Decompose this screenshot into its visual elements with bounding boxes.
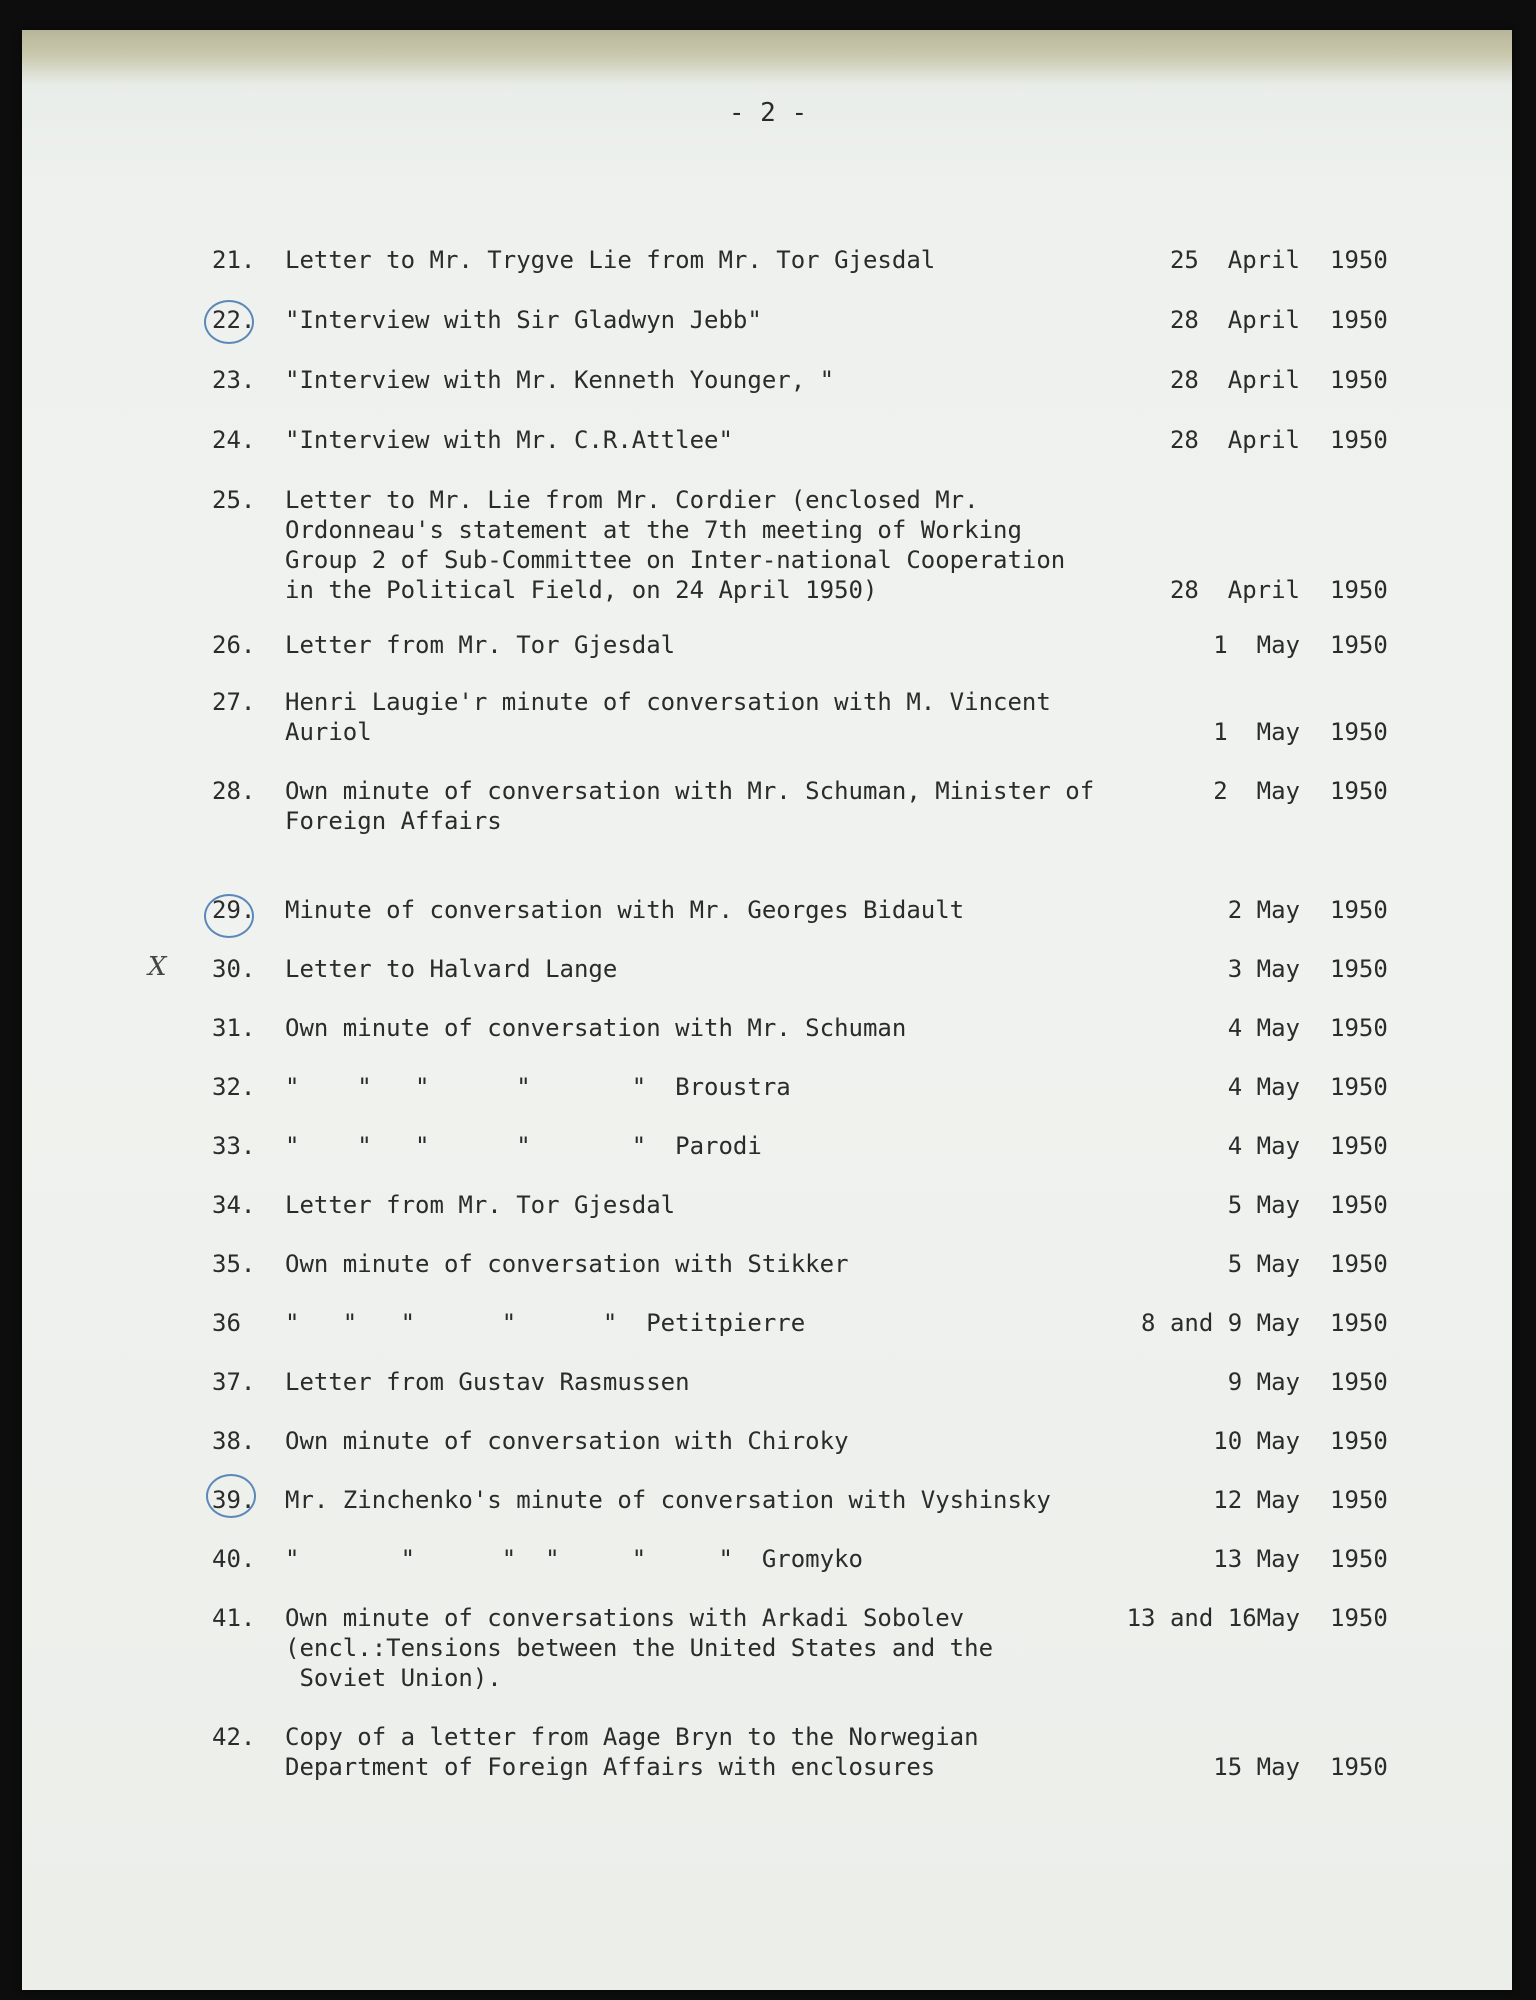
item-year: 1950 [1330, 718, 1388, 746]
item-number: 33. [212, 1132, 256, 1160]
item-year: 1950 [1330, 1427, 1388, 1455]
item-date: 28 April [1169, 426, 1300, 454]
item-description: " " " " " Petitpierre [285, 1309, 806, 1337]
item-number: 32. [212, 1073, 256, 1101]
item-year: 1950 [1330, 1191, 1388, 1219]
item-description: Own minute of conversation with Mr. Schuman [285, 1014, 907, 1042]
item-year: 1950 [1330, 576, 1388, 604]
item-description: Letter to Mr. Trygve Lie from Mr. Tor Gjesdal [285, 246, 936, 274]
item-date: 28 April [1169, 576, 1300, 604]
item-date: 2 May [1213, 777, 1300, 805]
item-date: 4 May [1227, 1132, 1300, 1160]
item-description: " " " " " " Gromyko [285, 1545, 863, 1573]
margin-mark: X [148, 952, 167, 982]
item-date: 5 May [1227, 1191, 1300, 1219]
item-date: 10 May [1213, 1427, 1300, 1455]
item-description: Own minute of conversation with Chiroky [285, 1427, 849, 1455]
item-year: 1950 [1330, 1486, 1388, 1514]
item-number: 36 [212, 1309, 241, 1337]
item-description: Mr. Zinchenko's minute of conversation with Vyshinsky [285, 1486, 1051, 1514]
item-year: 1950 [1330, 1073, 1388, 1101]
item-date: 9 May [1227, 1368, 1300, 1396]
item-year: 1950 [1330, 426, 1388, 454]
item-number: 25. [212, 486, 256, 514]
item-number: 37. [212, 1368, 256, 1396]
item-number: 34. [212, 1191, 256, 1219]
item-year: 1950 [1330, 896, 1388, 924]
item-year: 1950 [1330, 1604, 1388, 1632]
page-number: - 2 - [728, 98, 808, 128]
item-date: 1 May [1213, 718, 1300, 746]
item-number: 38. [212, 1427, 256, 1455]
paper-stain [22, 30, 1512, 85]
item-description: Letter to Mr. Lie from Mr. Cordier (enclosed Mr. Ordonneau's statement at the 7th meeting of Working Group 2 of Sub-Committee on Inter-national Cooperation in the Political Field, on 24 April 1950) [285, 486, 1066, 604]
item-date: 1 May [1213, 631, 1300, 659]
item-description: "Interview with Sir Gladwyn Jebb" [285, 306, 762, 334]
item-number: 40. [212, 1545, 256, 1573]
item-number: 27. [212, 688, 256, 716]
item-number: 41. [212, 1604, 256, 1632]
item-description: Own minute of conversation with Mr. Schuman, Minister of Foreign Affairs [285, 777, 1095, 835]
item-description: Letter to Halvard Lange [285, 955, 618, 983]
item-description: Minute of conversation with Mr. Georges Bidault [285, 896, 965, 924]
item-number: 23. [212, 366, 256, 394]
item-number: 39. [212, 1486, 256, 1514]
item-number: 31. [212, 1014, 256, 1042]
item-description: Own minute of conversations with Arkadi Sobolev (encl.:Tensions between the United States and the Soviet Union). [285, 1604, 994, 1692]
item-year: 1950 [1330, 246, 1388, 274]
item-description: "Interview with Mr. C.R.Attlee" [285, 426, 733, 454]
item-description: " " " " " Broustra [285, 1073, 791, 1101]
item-date: 28 April [1169, 366, 1300, 394]
item-number: 29. [212, 896, 256, 924]
item-date: 4 May [1227, 1014, 1300, 1042]
item-description: " " " " " Parodi [285, 1132, 762, 1160]
item-number: 26. [212, 631, 256, 659]
item-year: 1950 [1330, 777, 1388, 805]
item-date: 4 May [1227, 1073, 1300, 1101]
item-year: 1950 [1330, 1309, 1388, 1337]
item-description: "Interview with Mr. Kenneth Younger, " [285, 366, 835, 394]
item-description: Own minute of conversation with Stikker [285, 1250, 849, 1278]
item-number: 42. [212, 1723, 256, 1751]
item-description: Letter from Gustav Rasmussen [285, 1368, 690, 1396]
item-year: 1950 [1330, 1014, 1388, 1042]
item-description: Henri Laugie'r minute of conversation with M. Vincent Auriol [285, 688, 1051, 746]
item-number: 22. [212, 306, 256, 334]
item-year: 1950 [1330, 631, 1388, 659]
item-year: 1950 [1330, 366, 1388, 394]
item-date: 5 May [1227, 1250, 1300, 1278]
item-number: 35. [212, 1250, 256, 1278]
item-date: 2 May [1227, 896, 1300, 924]
item-year: 1950 [1330, 1368, 1388, 1396]
item-year: 1950 [1330, 1132, 1388, 1160]
item-date: 8 and 9 May [1141, 1309, 1300, 1337]
item-number: 24. [212, 426, 256, 454]
item-date: 12 May [1213, 1486, 1300, 1514]
item-date: 25 April [1169, 246, 1300, 274]
item-description: Letter from Mr. Tor Gjesdal [285, 1191, 676, 1219]
item-year: 1950 [1330, 1250, 1388, 1278]
item-number: 28. [212, 777, 256, 805]
item-description: Letter from Mr. Tor Gjesdal [285, 631, 676, 659]
item-date: 15 May [1213, 1753, 1300, 1781]
item-year: 1950 [1330, 955, 1388, 983]
item-number: 21. [212, 246, 256, 274]
item-year: 1950 [1330, 306, 1388, 334]
item-date: 13 May [1213, 1545, 1300, 1573]
item-description: Copy of a letter from Aage Bryn to the Norwegian Department of Foreign Affairs with enclosures [285, 1723, 979, 1781]
item-number: 30. [212, 955, 256, 983]
item-date: 13 and 16May [1126, 1604, 1300, 1632]
item-date: 3 May [1227, 955, 1300, 983]
item-year: 1950 [1330, 1545, 1388, 1573]
item-date: 28 April [1169, 306, 1300, 334]
item-year: 1950 [1330, 1753, 1388, 1781]
